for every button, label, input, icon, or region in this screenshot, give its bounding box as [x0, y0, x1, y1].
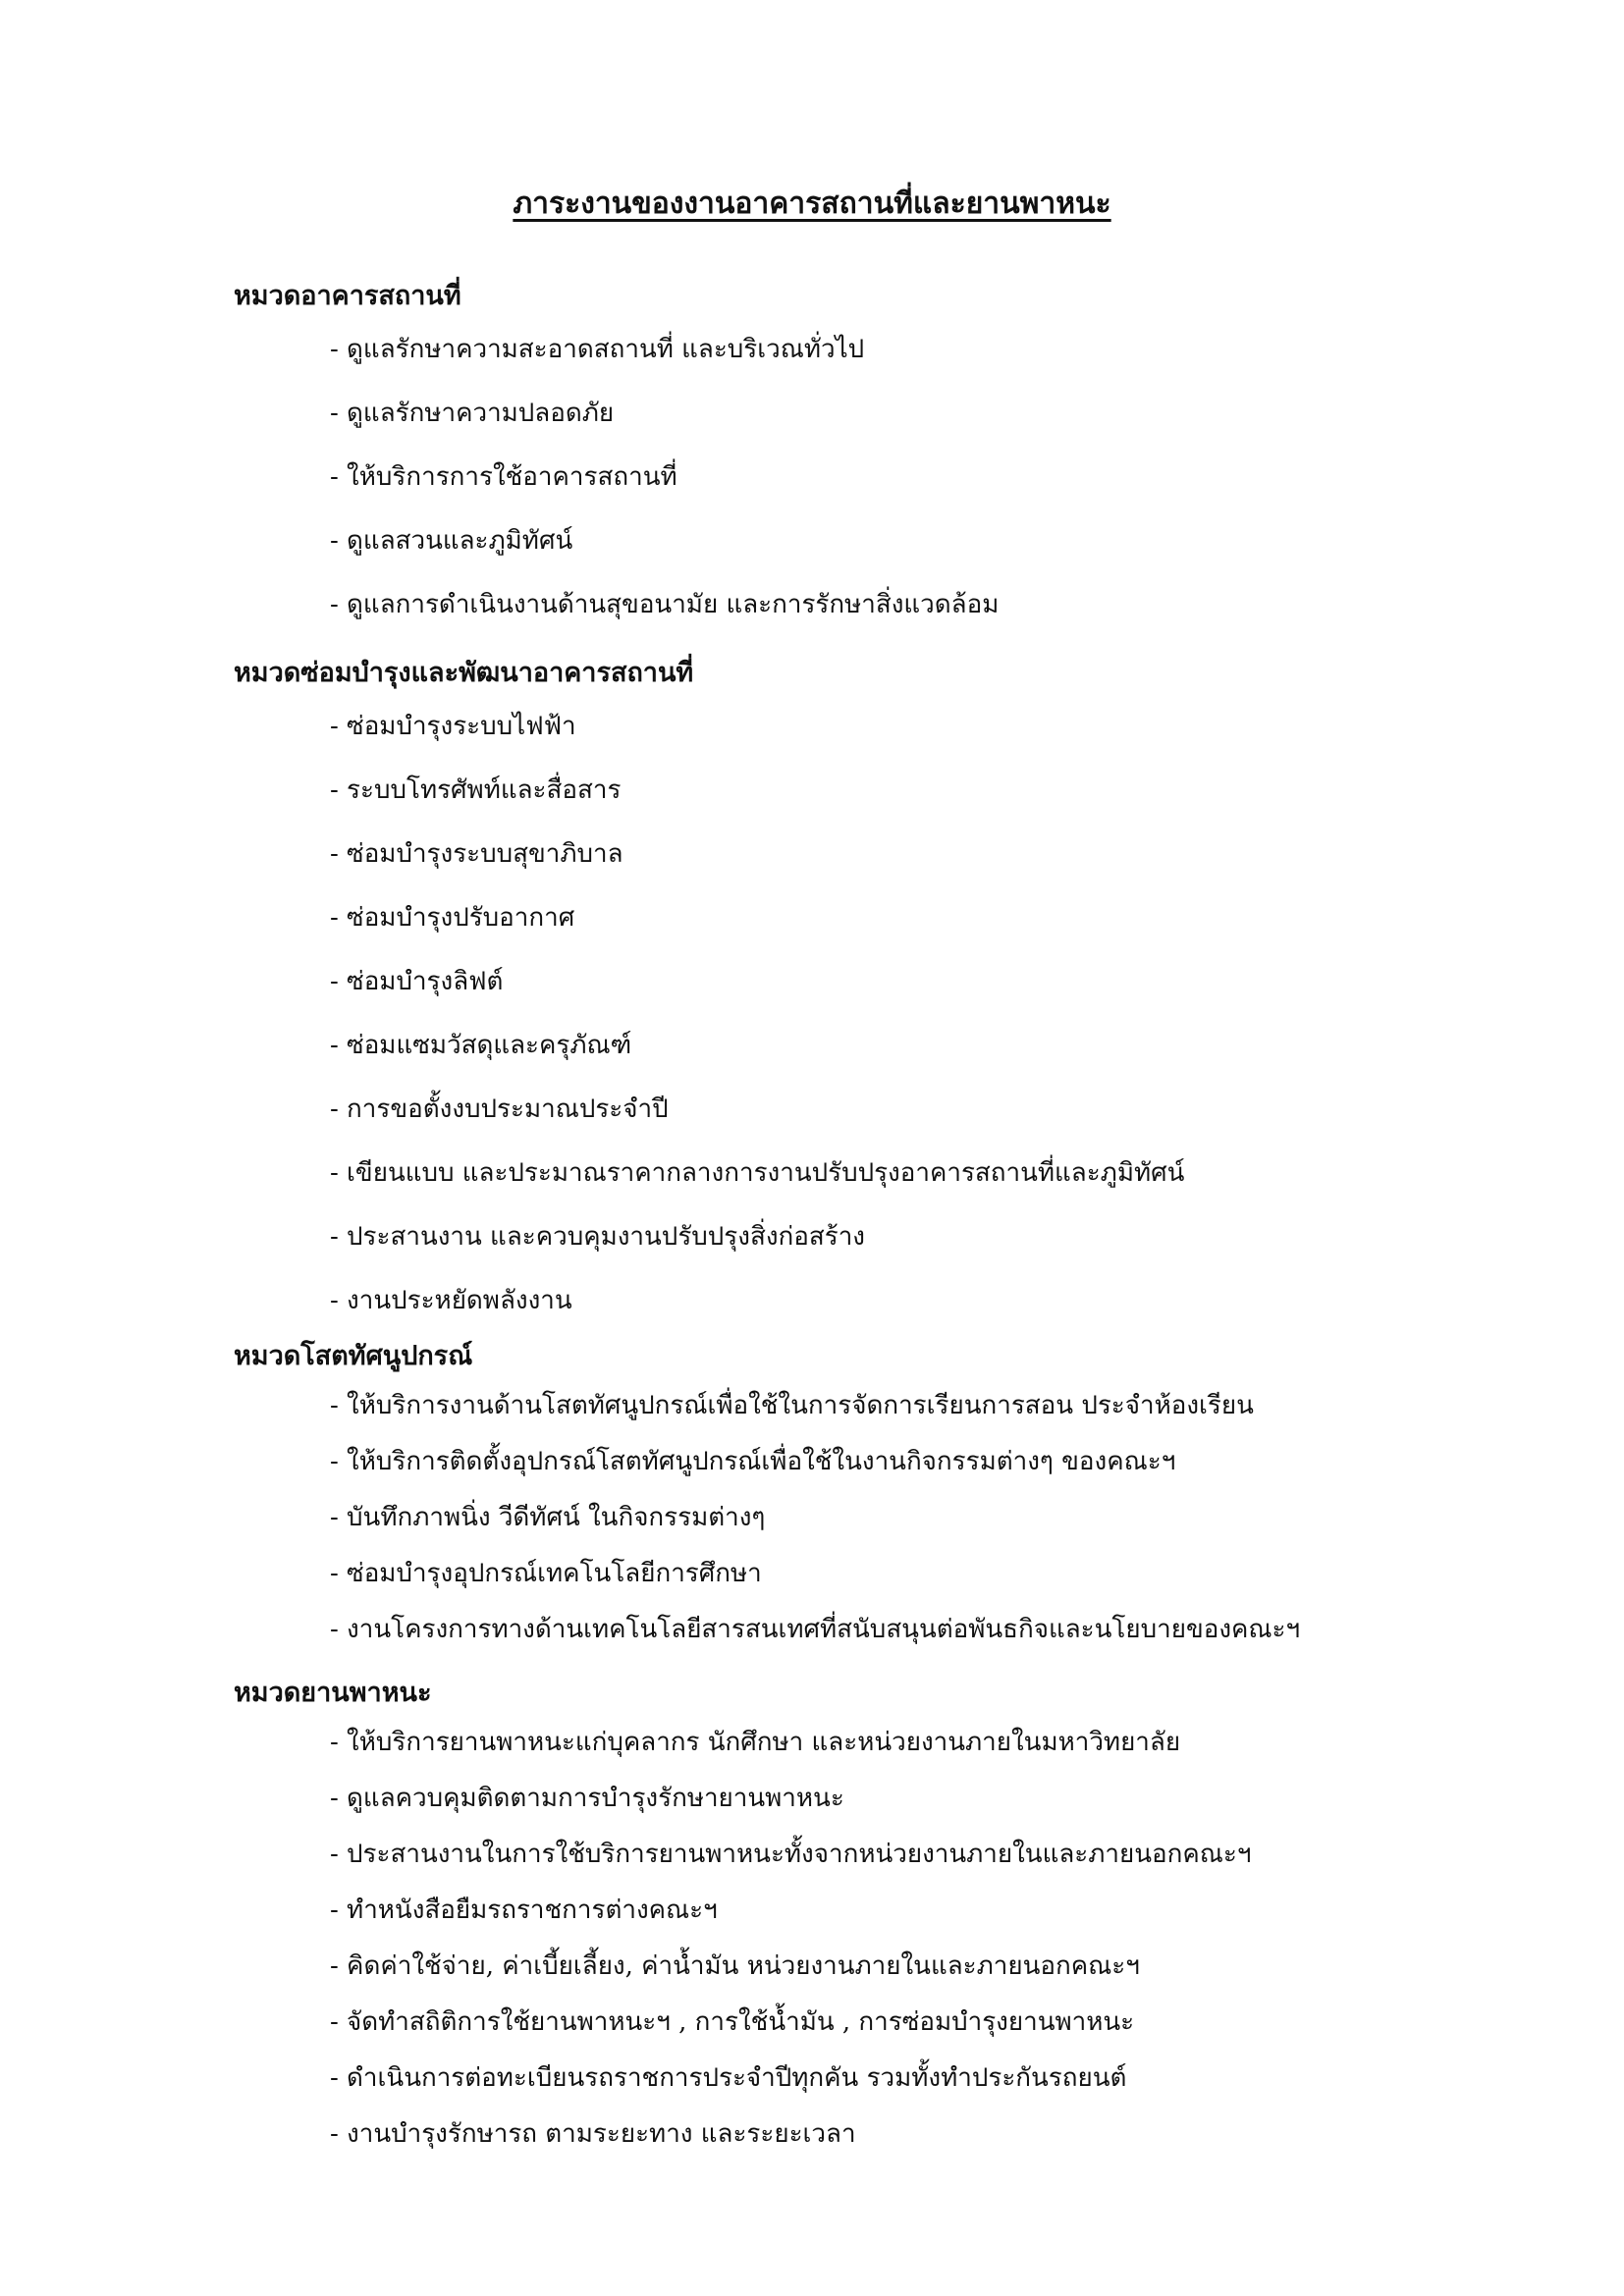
list-item: - ดูแลควบคุมติดตามการบำรุงรักษายานพาหนะ: [330, 1784, 844, 1813]
section-maintenance-development: [234, 652, 1510, 1333]
section-vehicles: [234, 1672, 1510, 2163]
section-heading: หมวดยานพาหนะ: [234, 1678, 432, 1708]
list-item: - ให้บริการการใช้อาคารสถานที่: [330, 462, 677, 492]
section-heading: หมวดอาคารสถานที่: [234, 281, 461, 311]
list-item: - ประสานงานในการใช้บริการยานพาหนะทั้งจากหน่วยงานภายในและภายนอกคณะฯ: [330, 1840, 1252, 1869]
list-item: - ให้บริการยานพาหนะแก่บุคลากร นักศึกษา และหน่วยงานภายในมหาวิทยาลัย: [330, 1728, 1181, 1757]
task-list: [234, 1715, 1510, 2163]
list-item: - ให้บริการงานด้านโสตทัศนูปกรณ์เพื่อใช้ในการจัดการเรียนการสอน ประจำห้องเรียน: [330, 1391, 1254, 1420]
list-item: - ซ่อมบำรุงปรับอากาศ: [330, 903, 575, 933]
list-item: - ซ่อมบำรุงระบบไฟฟ้า: [330, 712, 576, 741]
section-audiovisual: [234, 1335, 1510, 1658]
list-item: - งานบำรุงรักษารถ ตามระยะทาง และระยะเวลา: [330, 2119, 856, 2149]
list-item: - จัดทำสถิติการใช้ยานพาหนะฯ , การใช้น้ำมัน , การซ่อมบำรุงยานพาหนะ: [330, 2007, 1135, 2037]
list-item: - ทำหนังสือยืมรถราชการต่างคณะฯ: [330, 1896, 718, 1925]
section-building-facilities: [234, 275, 1510, 637]
section-heading: หมวดโสตทัศนูปกรณ์: [234, 1341, 473, 1371]
list-item: - ซ่อมแซมวัสดุและครุภัณฑ์: [330, 1031, 632, 1060]
list-item: - งานโครงการทางด้านเทคโนโลยีสารสนเทศที่สนับสนุนต่อพันธกิจและนโยบายของคณะฯ: [330, 1615, 1301, 1644]
list-item: - ระบบโทรศัพท์และสื่อสาร: [330, 775, 622, 805]
list-item: - ดูแลรักษาความสะอาดสถานที่ และบริเวณทั่วไป: [330, 335, 865, 364]
list-item: - ให้บริการติดตั้งอุปกรณ์โสตทัศนูปกรณ์เพื่อใช้ในงานกิจกรรมต่างๆ ของคณะฯ: [330, 1447, 1176, 1476]
document-title: ภาระงานของงานอาคารสถานที่และยานพาหนะ: [513, 187, 1111, 221]
task-list: [234, 318, 1510, 637]
list-item: - การขอตั้งงบประมาณประจำปี: [330, 1095, 669, 1124]
list-item: - ดูแลการดำเนินงานด้านสุขอนามัย และการรักษาสิ่งแวดล้อม: [330, 590, 1000, 619]
list-item: - ดำเนินการต่อทะเบียนรถราชการประจำปีทุกคัน รวมทั้งทำประกันรถยนต์: [330, 2063, 1127, 2093]
task-list: [234, 695, 1510, 1333]
list-item: - ดูแลรักษาความปลอดภัย: [330, 399, 615, 428]
list-item: - งานประหยัดพลังงาน: [330, 1286, 572, 1315]
list-item: - คิดค่าใช้จ่าย, ค่าเบี้ยเลี้ยง, ค่าน้ำมัน หน่วยงานภายในและภายนอกคณะฯ: [330, 1951, 1140, 1981]
section-heading: หมวดซ่อมบำรุงและพัฒนาอาคารสถานที่: [234, 658, 694, 688]
list-item: - ซ่อมบำรุงระบบสุขาภิบาล: [330, 839, 623, 869]
list-item: - ซ่อมบำรุงลิฟต์: [330, 967, 504, 996]
list-item: - บันทึกภาพนิ่ง วีดีทัศน์ ในกิจกรรมต่างๆ: [330, 1503, 766, 1532]
list-item: - เขียนแบบ และประมาณราคากลางการงานปรับปรุงอาคารสถานที่และภูมิทัศน์: [330, 1158, 1185, 1188]
task-list: [234, 1378, 1510, 1658]
list-item: - ดูแลสวนและภูมิทัศน์: [330, 526, 573, 556]
list-item: - ประสานงาน และควบคุมงานปรับปรุงสิ่งก่อสร้าง: [330, 1222, 865, 1252]
list-item: - ซ่อมบำรุงอุปกรณ์เทคโนโลยีการศึกษา: [330, 1559, 762, 1588]
